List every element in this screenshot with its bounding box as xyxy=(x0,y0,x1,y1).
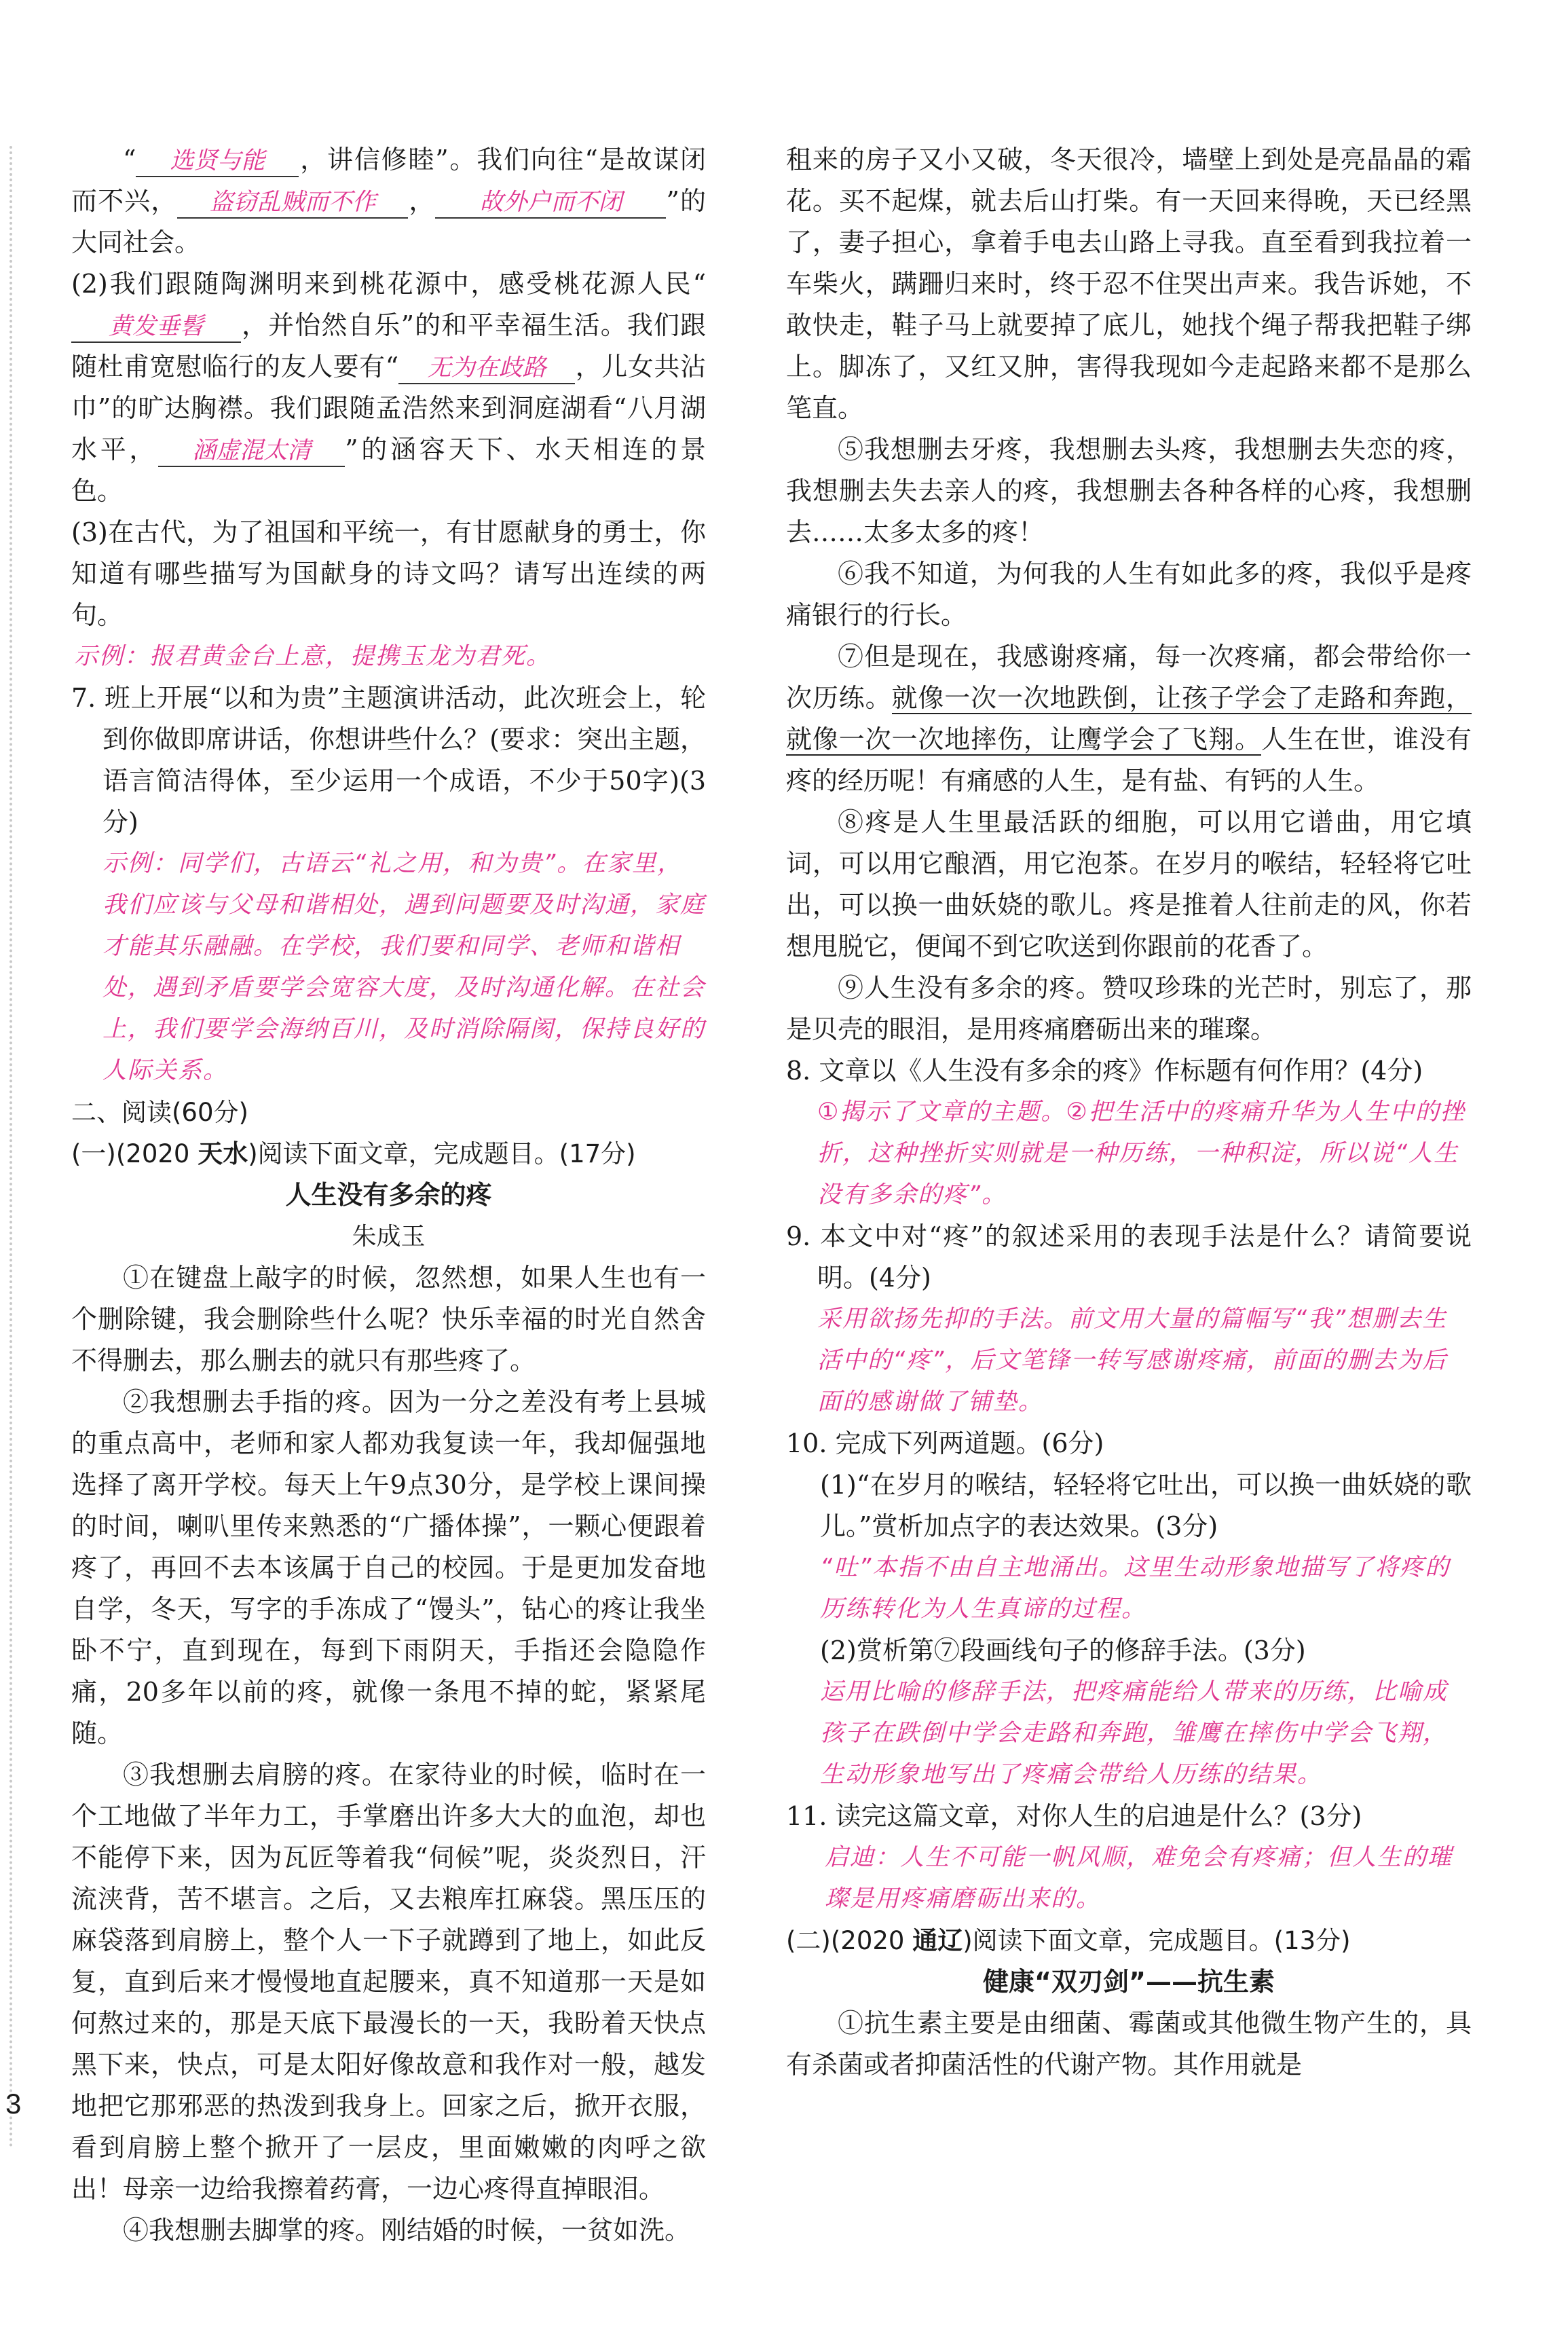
article-title: 人生没有多余的疼 xyxy=(285,1180,492,1210)
text-fragment: )阅读下面文章，完成题目。(13分) xyxy=(963,1926,1351,1955)
q6-3-answer: 示例：报君黄金台上意，提携玉龙为君死。 xyxy=(74,643,552,670)
answer-blank: 黄发垂髫 xyxy=(71,312,241,343)
q10-1-text: (1)“在岁月的喉结，轻轻将它吐出，可以换一曲妖娆的歌儿。”赏析加点字的表达效果。(3分) xyxy=(820,1470,1472,1541)
text-fragment: ”的大同社会。 xyxy=(71,186,706,257)
text-fragment: “ xyxy=(123,145,136,174)
q10-2-text: (2)赏析第⑦段画线句子的修辞手法。(3分) xyxy=(820,1636,1306,1665)
article-author: 朱成玉 xyxy=(352,1223,426,1251)
source-place: 通辽 xyxy=(912,1926,963,1955)
q7-answer: 示例：同学们，古语云“礼之用，和为贵”。在家里，我们应该与父母和谐相处，遇到问题要及时沟通，家庭才能其乐融融。在学校，我们要和同学、老师和谐相处，遇到矛盾要学会宽容大度，及时沟通化解。在社会上，我们要学会海纳百川，及时消除隔阂，保持良好的人际关系。 xyxy=(102,850,706,1084)
text-fragment: ，儿女共沾巾”的旷达胸襟。我们跟随孟浩然来到洞庭湖看“八月湖水平， xyxy=(71,352,706,464)
page-number: 3 xyxy=(5,2088,22,2120)
text-fragment: )阅读下面文章，完成题目。(17分) xyxy=(248,1139,636,1168)
text-fragment: 人生在世，谁没有疼的经历呢！有痛感的人生，是有盐、有钙的人生。 xyxy=(786,724,1472,796)
right-column xyxy=(786,139,1472,2086)
article-paragraph: ③我想删去肩膀的疼。在家待业的时候，临时在一个工地做了半年力工，手掌磨出许多大大的血泡，却也不能停下来，因为瓦匠等着我“伺候”呢，炎炎烈日，汗流浃背，苦不堪言。之后，又去粮库扛麻袋。黑压压的麻袋落到肩膀上，整个人一下子就蹲到了地上，如此反复，直到后来才慢慢地直起腰来，真不知道那一天是如何熬过来的，那是天底下最漫长的一天，我盼着天快点黑下来，快点，可是太阳好像故意和我作对一般，越发地把它那邪恶的热泼到我身上。回家之后，掀开衣服，看到肩膀上整个掀开了一层皮，里面嫩嫩的肉呼之欲出！母亲一边给我擦着药膏，一边心疼得直掉眼泪。 xyxy=(71,1760,706,2204)
article-paragraph: ④我想删去脚掌的疼。刚结婚的时候，一贫如洗。 xyxy=(123,2215,691,2245)
q6-3-text: (3)在古代，为了祖国和平统一，有甘愿献身的勇士，你知道有哪些描写为国献身的诗文吗？请写出连续的两句。 xyxy=(71,517,706,630)
q10-1-answer: “吐”本指不由自主地涌出。这里生动形象地描写了将疼的历练转化为人生真谛的过程。 xyxy=(820,1554,1451,1623)
article-paragraph: ⑨人生没有多余的疼。赞叹珍珠的光芒时，别忘了，那是贝壳的眼泪，是用疼痛磨砺出来的璀璨。 xyxy=(786,973,1472,1044)
left-column xyxy=(71,139,706,2251)
text-fragment: (二)(2020 xyxy=(786,1926,913,1955)
article-2-title: 健康“双刃剑”——抗生素 xyxy=(983,1967,1275,1997)
section-heading: 二、阅读(60分) xyxy=(71,1098,248,1127)
article-paragraph: ②我想删去手指的疼。因为一分之差没有考上县城的重点高中，老师和家人都劝我复读一年，我却倔强地选择了离开学校。每天上午9点30分，是学校上课间操的时间，喇叭里传来熟悉的“广播体操”，一颗心便跟着疼了，再回不去本该属于自己的校园。于是更加发奋地自学，冬天，写字的手冻成了“馒头”，钻心的疼让我坐卧不宁，直到现在，每到下雨阴天，手指还会隐隐作痛，20多年以前的疼，就像一条甩不掉的蛇，紧紧尾随。 xyxy=(71,1387,706,1748)
q10-text: 10. 完成下列两道题。(6分) xyxy=(786,1428,1104,1458)
underlined-sentence: 就像一次一次地跌倒，让孩子学会了走路和奔跑，就像一次一次地摔伤，让鹰学会了飞翔。 xyxy=(786,683,1472,754)
answer-blank: 故外户而不闭 xyxy=(435,187,666,219)
text-fragment: ， xyxy=(408,186,436,216)
text-fragment: ，并怡然自乐”的和平幸福生活。我们跟随杜甫宽慰临行的友人要有“ xyxy=(71,310,706,382)
q6-2-text xyxy=(71,263,706,512)
q11-text: 11. 读完这篇文章，对你人生的启迪是什么？(3分) xyxy=(786,1801,1362,1831)
article-paragraph: ⑧疼是人生里最活跃的细胞，可以用它谱曲，用它填词，可以用它酿酒，用它泡茶。在岁月的喉结，轻轻将它吐出，可以换一曲妖娆的歌儿。疼是推着人往前走的风，你若想甩脱它，便闻不到它吹送到你跟前的花香了。 xyxy=(786,807,1472,961)
text-fragment: ”的涵容天下、水天相连的景色。 xyxy=(71,435,706,506)
q9-text: 9. 本文中对“疼”的叙述采用的表现手法是什么？请简要说明。(4分) xyxy=(786,1221,1472,1293)
q9-answer: 采用欲扬先抑的手法。前文用大量的篇幅写“我”想删去生活中的“疼”，后文笔锋一转写感谢疼痛，前面的删去为后面的感谢做了铺垫。 xyxy=(817,1306,1448,1416)
answer-blank: 盗窃乱贼而不作 xyxy=(177,187,408,219)
answer-blank: 无为在歧路 xyxy=(398,353,575,384)
q8-text: 8. 文章以《人生没有多余的疼》作标题有何作用？(4分) xyxy=(786,1056,1423,1086)
text-fragment: ，讲信修睦”。我们向往“是故谋闭而不兴， xyxy=(71,145,706,216)
q8-answer: ①揭示了文章的主题。②把生活中的疼痛升华为人生中的挫折，这种挫折实则就是一种历练，一种积淀，所以说“人生没有多余的疼”。 xyxy=(817,1098,1466,1208)
binding-margin-dots xyxy=(10,146,12,2149)
text-fragment: ⑦但是现在，我感谢疼痛，每一次疼痛，都会带给你一次历练。 xyxy=(786,642,1472,713)
answer-blank: 选贤与能 xyxy=(136,146,299,177)
article-paragraph: ⑤我想删去牙疼，我想删去头疼，我想删去失恋的疼，我想删去失去亲人的疼，我想删去各种各样的心疼，我想删去……太多太多的疼！ xyxy=(786,435,1472,547)
article-2-paragraph: ①抗生素主要是由细菌、霉菌或其他微生物产生的，具有杀菌或者抑菌活性的代谢产物。其作用就是 xyxy=(786,2008,1472,2080)
sub-section-heading-1 xyxy=(71,1133,706,1175)
q11-answer: 启迪：人生不可能一帆风顺，难免会有疼痛；但人生的璀璨是用疼痛磨砺出来的。 xyxy=(825,1844,1453,1913)
answer-blank: 涵虚混太清 xyxy=(158,436,345,467)
article-paragraph: ⑥我不知道，为何我的人生有如此多的疼，我似乎是疼痛银行的行长。 xyxy=(786,559,1472,630)
q6-1-text xyxy=(71,139,706,263)
source-place: 天水 xyxy=(198,1139,248,1168)
q10-2-answer: 运用比喻的修辞手法，把疼痛能给人带来的历练，比喻成孩子在跌倒中学会走路和奔跑，雏鹰在摔伤中学会飞翔，生动形象地写出了疼痛会带给人历练的结果。 xyxy=(820,1678,1449,1788)
sub-section-heading-2 xyxy=(786,1920,1472,1961)
text-fragment: (2)我们跟随陶渊明来到桃花源中，感受桃花源人民“ xyxy=(71,269,706,299)
text-fragment: (一)(2020 xyxy=(71,1139,198,1168)
article-paragraph: ①在键盘上敲字的时候，忽然想，如果人生也有一个删除键，我会删除些什么呢？快乐幸福的时光自然舍不得删去，那么删去的就只有那些疼了。 xyxy=(71,1263,706,1375)
q7-text: 7. 班上开展“以和为贵”主题演讲活动，此次班会上，轮到你做即席讲话，你想讲些什么？(要求：突出主题，语言简洁得体，至少运用一个成语，不少于50字)(3分) xyxy=(71,683,706,837)
article-paragraph-7 xyxy=(786,636,1472,802)
article-paragraph: 租来的房子又小又破，冬天很冷，墙壁上到处是亮晶晶的霜花。买不起煤，就去后山打柴。有一天回来得晚，天已经黑了，妻子担心，拿着手电去山路上寻我。直至看到我拉着一车柴火，蹒跚归来时，终于忍不住哭出声来。我告诉她，不敢快走，鞋子马上就要掉了底儿，她找个绳子帮我把鞋子绑上。脚冻了，又红又肿，害得我现如今走起路来都不是那么笔直。 xyxy=(786,145,1472,423)
